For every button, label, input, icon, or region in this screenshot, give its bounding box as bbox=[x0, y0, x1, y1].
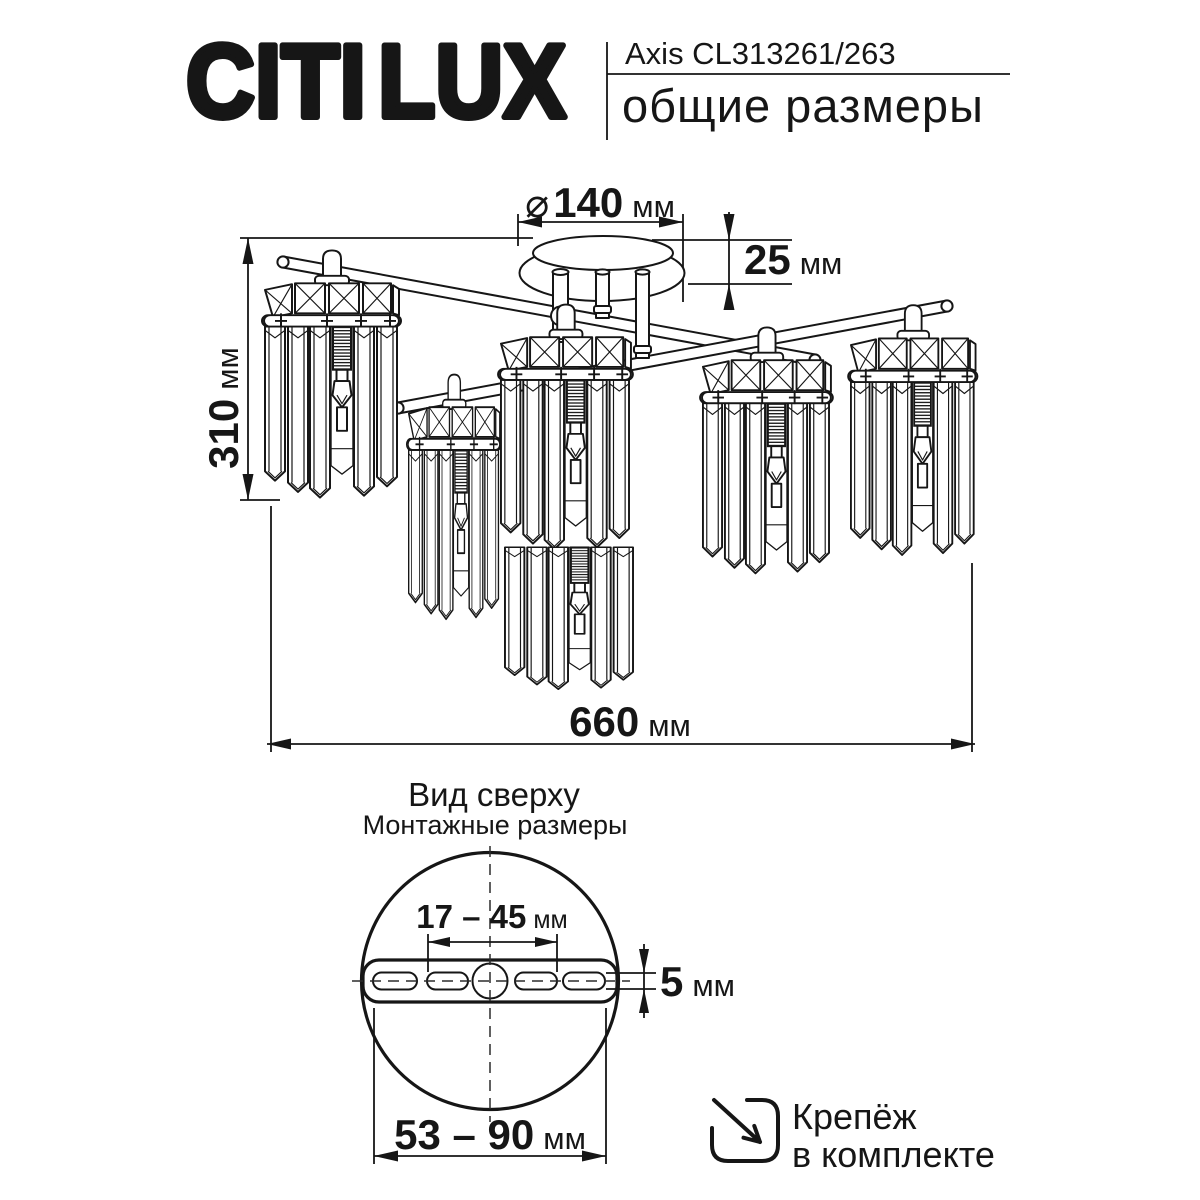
svg-text:5мм: 5 мм bbox=[660, 958, 735, 1005]
top-view-title: Вид сверху bbox=[408, 776, 580, 813]
svg-text:⌀140мм: ⌀140 мм bbox=[525, 179, 675, 227]
crystal-shade-front-tier bbox=[505, 547, 633, 689]
svg-text:310мм: 310мм bbox=[200, 347, 247, 469]
logo-citi: CITI bbox=[186, 24, 366, 140]
model-title: Axis CL313261/263 bbox=[625, 36, 896, 71]
crystal-shade bbox=[498, 305, 633, 550]
svg-text:25мм: 25 мм bbox=[744, 236, 843, 283]
brand-logo bbox=[186, 24, 566, 140]
svg-text:17 – 45мм: 17 – 45 мм bbox=[416, 898, 568, 935]
crystal-shade bbox=[262, 250, 401, 497]
logo-lux: LUX bbox=[378, 24, 566, 140]
fasteners-note bbox=[712, 1096, 995, 1175]
front-view-drawing bbox=[200, 179, 977, 752]
crystal-shade bbox=[407, 375, 502, 620]
svg-text:53 – 90мм: 53 – 90 мм bbox=[394, 1111, 586, 1158]
fasteners-note-line2: в комплекте bbox=[792, 1134, 995, 1175]
top-view bbox=[352, 776, 735, 1164]
svg-text:660мм: 660 мм bbox=[569, 698, 691, 745]
crystal-shade bbox=[848, 305, 977, 555]
page-subtitle: общие размеры bbox=[622, 79, 984, 132]
fasteners-note-line1: Крепёж bbox=[792, 1096, 917, 1137]
dim-canopy-height bbox=[652, 212, 842, 310]
arrow-into-box-icon bbox=[712, 1100, 778, 1161]
top-view-subtitle: Монтажные размеры bbox=[362, 810, 628, 840]
crystal-shade bbox=[700, 327, 833, 573]
